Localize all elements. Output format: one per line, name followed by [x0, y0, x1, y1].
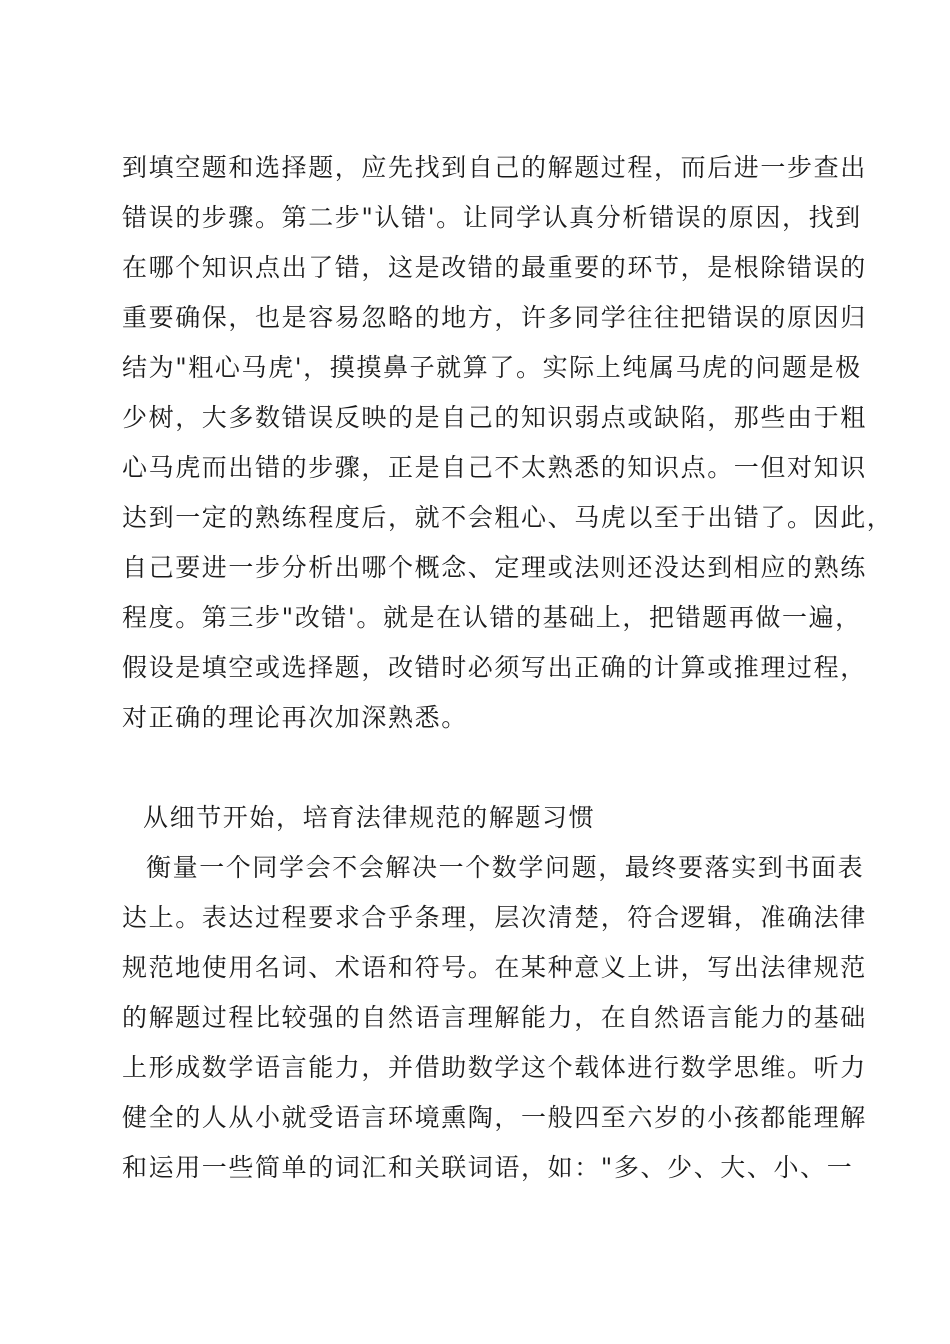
- paragraph-1-line-12: 对正确的理论再次加深熟悉。: [122, 703, 468, 732]
- paragraph-1-line-11: 假设是填空或选择题，改错时必须写出正确的计算或推理过程，: [122, 653, 867, 682]
- paragraph-1-line-10: 程度。第三步"改错'。就是在认错的基础上，把错题再做一遍，: [122, 603, 862, 632]
- paragraph-2-line-7: 和运用一些简单的词汇和关联词语，如："多、少、大、小、一: [122, 1153, 854, 1182]
- paragraph-1-line-9: 自己要进一步分析出哪个概念、定理或法则还没达到相应的熟练: [122, 553, 867, 582]
- paragraph-1-line-2: 错误的步骤。第二步"认错'。让同学认真分析错误的原因，找到: [122, 203, 862, 232]
- paragraph-1-line-3: 在哪个知识点出了错，这是改错的最重要的环节，是根除错误的: [122, 253, 867, 282]
- section-heading: 从细节开始，培育法律规范的解题习惯: [143, 803, 596, 832]
- paragraph-1-line-8: 达到一定的熟练程度后，就不会粗心、马虎以至于出错了。因此，: [122, 503, 894, 532]
- paragraph-1-line-7: 心马虎而出错的步骤，正是自己不太熟悉的知识点。一但对知识: [122, 453, 867, 482]
- paragraph-2-line-1: 衡量一个同学会不会解决一个数学问题，最终要落实到书面表: [146, 853, 865, 882]
- paragraph-2-line-2: 达上。表达过程要求合乎条理，层次清楚，符合逻辑，准确法律: [122, 903, 867, 932]
- paragraph-1-line-6: 少树，大多数错误反映的是自己的知识弱点或缺陷，那些由于粗: [122, 403, 867, 432]
- paragraph-2-line-6: 健全的人从小就受语言环境熏陶，一般四至六岁的小孩都能理解: [122, 1103, 867, 1132]
- paragraph-2-line-5: 上形成数学语言能力，并借助数学这个载体进行数学思维。听力: [122, 1053, 867, 1082]
- paragraph-1-line-4: 重要确保，也是容易忽略的地方，许多同学往往把错误的原因归: [122, 303, 867, 332]
- paragraph-2-line-3: 规范地使用名词、术语和符号。在某种意义上讲，写出法律规范: [122, 953, 867, 982]
- paragraph-1-line-5: 结为"粗心马虎'，摸摸鼻子就算了。实际上纯属马虎的问题是极: [122, 353, 862, 382]
- paragraph-2-line-4: 的解题过程比较强的自然语言理解能力，在自然语言能力的基础: [122, 1003, 867, 1032]
- paragraph-1-line-1: 到填空题和选择题，应先找到自己的解题过程，而后进一步查出: [122, 153, 867, 182]
